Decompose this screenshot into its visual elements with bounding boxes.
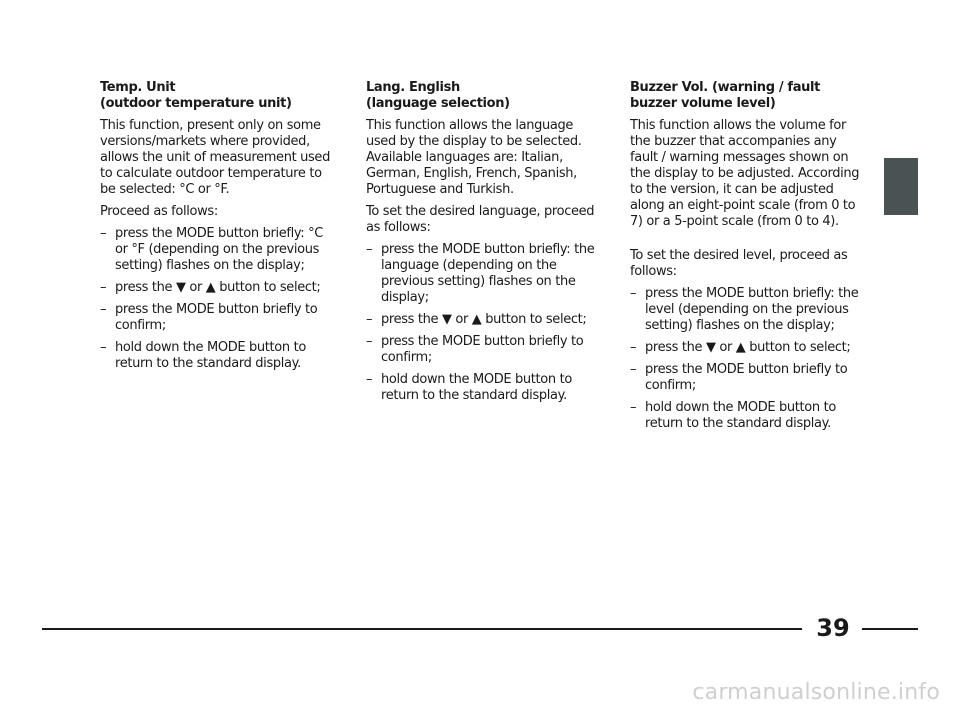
list-item: – press the MODE button briefly: the level (depending on the previous setting) flashes on the display; <box>630 286 862 334</box>
list-item: – hold down the MODE button to return to the standard display. <box>100 340 332 372</box>
section-heading-language <box>366 80 598 112</box>
paragraph: This function allows the volume for the buzzer that accompanies any fault / warning messages shown on the display to be adjusted. According to the version, it can be adjusted along an eight-point scale (from 0 to 7) or a 5-point scale (from 0 to 4). <box>630 118 860 229</box>
heading-line: Buzzer Vol. (warning / fault <box>630 80 821 95</box>
steps-list <box>100 226 332 372</box>
list-item: – press the MODE button briefly to confirm; <box>366 334 598 366</box>
heading-line: Temp. Unit <box>100 80 176 95</box>
heading-line: (outdoor temperature unit) <box>100 96 292 111</box>
column-temp-unit <box>100 80 332 378</box>
paragraph: To set the desired language, proceed as follows: <box>366 204 595 235</box>
watermark: carmanualsonline.info <box>692 680 940 705</box>
column-buzzer-volume <box>630 80 862 438</box>
paragraph: This function allows the language used by the display to be selected. Available languages are: Italian, German, English, French, Spanish, Portuguese and Turkish. <box>366 118 582 197</box>
paragraph: Proceed as follows: <box>100 204 218 219</box>
section-tab-marker <box>884 158 918 215</box>
column-language <box>366 80 598 410</box>
heading-line: buzzer volume level) <box>630 96 776 111</box>
section-heading-temp-unit <box>100 80 332 112</box>
section-heading-buzzer-volume <box>630 80 862 112</box>
heading-line: Lang. English <box>366 80 460 95</box>
paragraph: This function, present only on some versions/markets where provided, allows the unit of measurement used to calculate outdoor temperature to be selected: °C or °F. <box>100 118 330 197</box>
list-item: – press the ▼ or ▲ button to select; <box>100 280 332 296</box>
list-item: – press the ▼ or ▲ button to select; <box>366 312 598 328</box>
list-item: – press the MODE button briefly to confirm; <box>100 302 332 334</box>
list-item: – press the MODE button briefly: the language (depending on the previous setting) flashes on the display; <box>366 242 598 306</box>
footer-rule-right <box>862 628 918 630</box>
steps-list <box>366 242 598 404</box>
steps-list <box>630 286 862 432</box>
paragraph: To set the desired level, proceed as follows: <box>630 248 848 279</box>
list-item: – press the ▼ or ▲ button to select; <box>630 340 862 356</box>
heading-line: (language selection) <box>366 96 510 111</box>
list-item: – press the MODE button briefly: °C or °F (depending on the previous setting) flashes on the display; <box>100 226 332 274</box>
list-item: – press the MODE button briefly to confirm; <box>630 362 862 394</box>
list-item: – hold down the MODE button to return to the standard display. <box>366 372 598 404</box>
page-number: 39 <box>816 614 850 642</box>
list-item: – hold down the MODE button to return to the standard display. <box>630 400 862 432</box>
footer-rule-left <box>42 628 802 630</box>
